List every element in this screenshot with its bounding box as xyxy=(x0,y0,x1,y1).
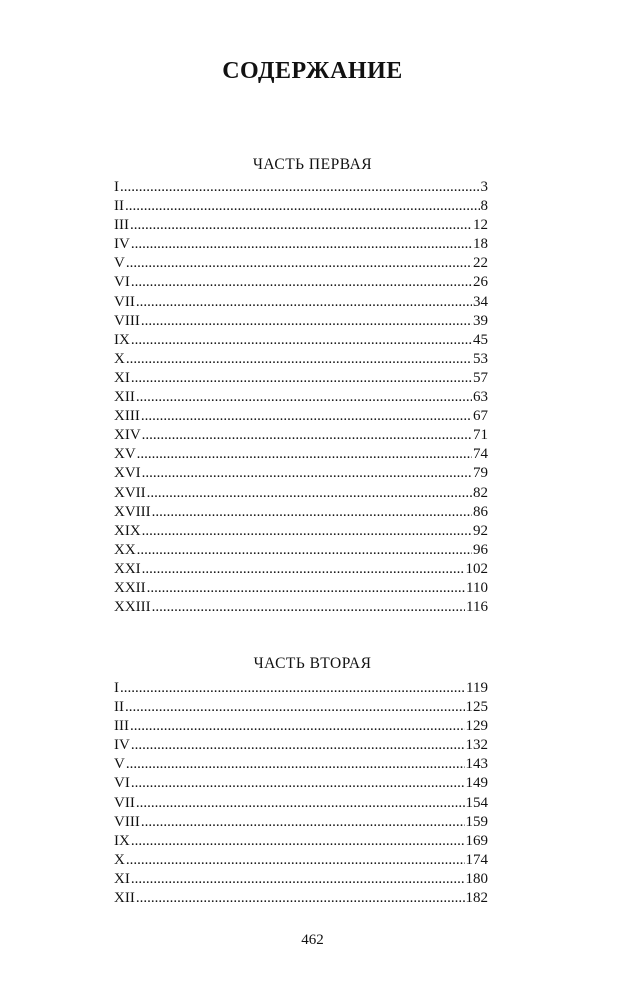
dot-leader xyxy=(131,273,472,292)
chapter-page: 92 xyxy=(473,522,488,539)
chapter-page: 74 xyxy=(473,446,488,463)
toc-entry xyxy=(114,445,488,464)
dot-leader xyxy=(126,851,465,870)
toc-entry xyxy=(114,331,488,350)
chapter-page: 119 xyxy=(466,680,488,696)
chapter-number: XV xyxy=(114,446,136,463)
chapter-number: XII xyxy=(114,389,135,406)
dot-leader xyxy=(147,579,465,598)
chapter-page: 116 xyxy=(466,599,488,616)
chapter-number: V xyxy=(114,255,125,272)
toc-part-one xyxy=(114,178,488,617)
chapter-page: 53 xyxy=(473,350,488,367)
dot-leader xyxy=(125,197,480,216)
toc-entry xyxy=(114,235,488,254)
chapter-page: 26 xyxy=(473,274,488,291)
toc-part-two xyxy=(114,679,488,908)
chapter-number: IX xyxy=(114,331,130,348)
chapter-page: 34 xyxy=(473,293,488,310)
chapter-page: 169 xyxy=(465,832,488,849)
chapter-number: II xyxy=(114,699,124,716)
toc-entry xyxy=(114,560,488,579)
part-two-heading: ЧАСТЬ ВТОРАЯ xyxy=(253,655,372,672)
chapter-page: 3 xyxy=(480,179,488,195)
toc-entry xyxy=(114,350,488,369)
toc-entry xyxy=(114,736,488,755)
chapter-page: 63 xyxy=(473,389,488,406)
chapter-number: XI xyxy=(114,369,130,386)
chapter-page: 18 xyxy=(473,236,488,253)
chapter-number: XII xyxy=(114,890,135,907)
dot-leader xyxy=(126,254,472,273)
chapter-page: 110 xyxy=(466,579,488,596)
toc-entry xyxy=(114,794,488,813)
chapter-number: X xyxy=(114,350,125,367)
toc-entry xyxy=(114,484,488,503)
dot-leader xyxy=(137,541,472,560)
dot-leader xyxy=(142,522,472,541)
chapter-number: XXIII xyxy=(114,599,151,616)
chapter-number: XXII xyxy=(114,579,146,596)
toc-entry xyxy=(114,503,488,522)
chapter-number: VI xyxy=(114,274,130,291)
chapter-number: IV xyxy=(114,236,130,253)
dot-leader xyxy=(125,698,465,717)
toc-entry xyxy=(114,870,488,889)
chapter-number: VI xyxy=(114,775,130,792)
toc-entry xyxy=(114,312,488,331)
toc-entry xyxy=(114,369,488,388)
chapter-page: 57 xyxy=(473,369,488,386)
chapter-page: 149 xyxy=(465,775,488,792)
toc-entry xyxy=(114,579,488,598)
toc-entry xyxy=(114,216,488,235)
toc-entry xyxy=(114,197,488,216)
toc-entry xyxy=(114,293,488,312)
dot-leader xyxy=(137,445,472,464)
toc-entry xyxy=(114,541,488,560)
chapter-number: V xyxy=(114,756,125,773)
toc-entry xyxy=(114,755,488,774)
dot-leader xyxy=(126,755,465,774)
dot-leader xyxy=(136,889,465,908)
chapter-number: II xyxy=(114,198,124,215)
toc-entry xyxy=(114,851,488,870)
chapter-number: IX xyxy=(114,832,130,849)
toc-entry xyxy=(114,464,488,483)
chapter-page: 82 xyxy=(473,484,488,501)
toc-entry xyxy=(114,388,488,407)
toc-entry xyxy=(114,407,488,426)
chapter-page: 159 xyxy=(465,813,488,830)
chapter-page: 39 xyxy=(473,312,488,329)
toc-entry xyxy=(114,522,488,541)
chapter-number: III xyxy=(114,217,129,234)
part-one-heading: ЧАСТЬ ПЕРВАЯ xyxy=(252,156,373,173)
dot-leader xyxy=(152,598,465,617)
dot-leader xyxy=(120,679,465,698)
dot-leader xyxy=(141,312,472,331)
dot-leader xyxy=(147,484,472,503)
dot-leader xyxy=(136,293,472,312)
dot-leader xyxy=(131,774,465,793)
chapter-number: X xyxy=(114,851,125,868)
dot-leader xyxy=(131,369,472,388)
toc-entry xyxy=(114,679,488,698)
page-number: 462 xyxy=(301,932,324,948)
dot-leader xyxy=(130,717,465,736)
toc-entry xyxy=(114,598,488,617)
dot-leader xyxy=(131,331,472,350)
chapter-number: XI xyxy=(114,870,130,887)
dot-leader xyxy=(131,870,465,889)
chapter-page: 22 xyxy=(473,255,488,272)
dot-leader xyxy=(136,794,465,813)
toc-entry xyxy=(114,832,488,851)
chapter-page: 102 xyxy=(465,560,488,577)
toc-entry xyxy=(114,774,488,793)
toc-entry xyxy=(114,178,488,197)
dot-leader xyxy=(142,464,472,483)
dot-leader xyxy=(142,560,465,579)
chapter-page: 182 xyxy=(465,890,488,907)
toc-entry xyxy=(114,254,488,273)
toc-entry xyxy=(114,717,488,736)
chapter-page: 180 xyxy=(465,870,488,887)
chapter-page: 174 xyxy=(465,851,488,868)
chapter-page: 125 xyxy=(465,699,488,716)
dot-leader xyxy=(131,832,465,851)
chapter-number: VII xyxy=(114,293,135,310)
toc-entry xyxy=(114,889,488,908)
chapter-number: VIII xyxy=(114,813,140,830)
dot-leader xyxy=(120,178,480,197)
chapter-page: 67 xyxy=(473,408,488,425)
chapter-number: IV xyxy=(114,737,130,754)
chapter-number: I xyxy=(114,179,119,195)
chapter-page: 132 xyxy=(465,737,488,754)
chapter-number: XIV xyxy=(114,427,141,444)
chapter-number: XVII xyxy=(114,484,146,501)
chapter-page: 8 xyxy=(480,198,488,215)
chapter-page: 143 xyxy=(465,756,488,773)
dot-leader xyxy=(141,813,465,832)
chapter-number: I xyxy=(114,680,119,696)
chapter-page: 154 xyxy=(465,794,488,811)
chapter-number: VII xyxy=(114,794,135,811)
chapter-page: 71 xyxy=(473,427,488,444)
dot-leader xyxy=(126,350,472,369)
chapter-number: XXI xyxy=(114,560,141,577)
dot-leader xyxy=(130,216,472,235)
chapter-page: 12 xyxy=(473,217,488,234)
chapter-page: 79 xyxy=(473,465,488,482)
chapter-page: 45 xyxy=(473,331,488,348)
chapter-number: XIX xyxy=(114,522,141,539)
chapter-page: 96 xyxy=(473,541,488,558)
chapter-number: VIII xyxy=(114,312,140,329)
dot-leader xyxy=(152,503,472,522)
chapter-number: XIII xyxy=(114,408,140,425)
page-title: СОДЕРЖАНИЕ xyxy=(222,58,403,84)
dot-leader xyxy=(131,235,472,254)
toc-entry xyxy=(114,426,488,445)
toc-entry xyxy=(114,273,488,292)
chapter-number: XVI xyxy=(114,465,141,482)
chapter-number: XVIII xyxy=(114,503,151,520)
dot-leader xyxy=(142,426,472,445)
toc-entry xyxy=(114,813,488,832)
chapter-number: XX xyxy=(114,541,136,558)
chapter-number: III xyxy=(114,718,129,735)
chapter-page: 86 xyxy=(473,503,488,520)
chapter-page: 129 xyxy=(465,718,488,735)
toc-entry xyxy=(114,698,488,717)
dot-leader xyxy=(131,736,465,755)
dot-leader xyxy=(136,388,472,407)
dot-leader xyxy=(141,407,472,426)
